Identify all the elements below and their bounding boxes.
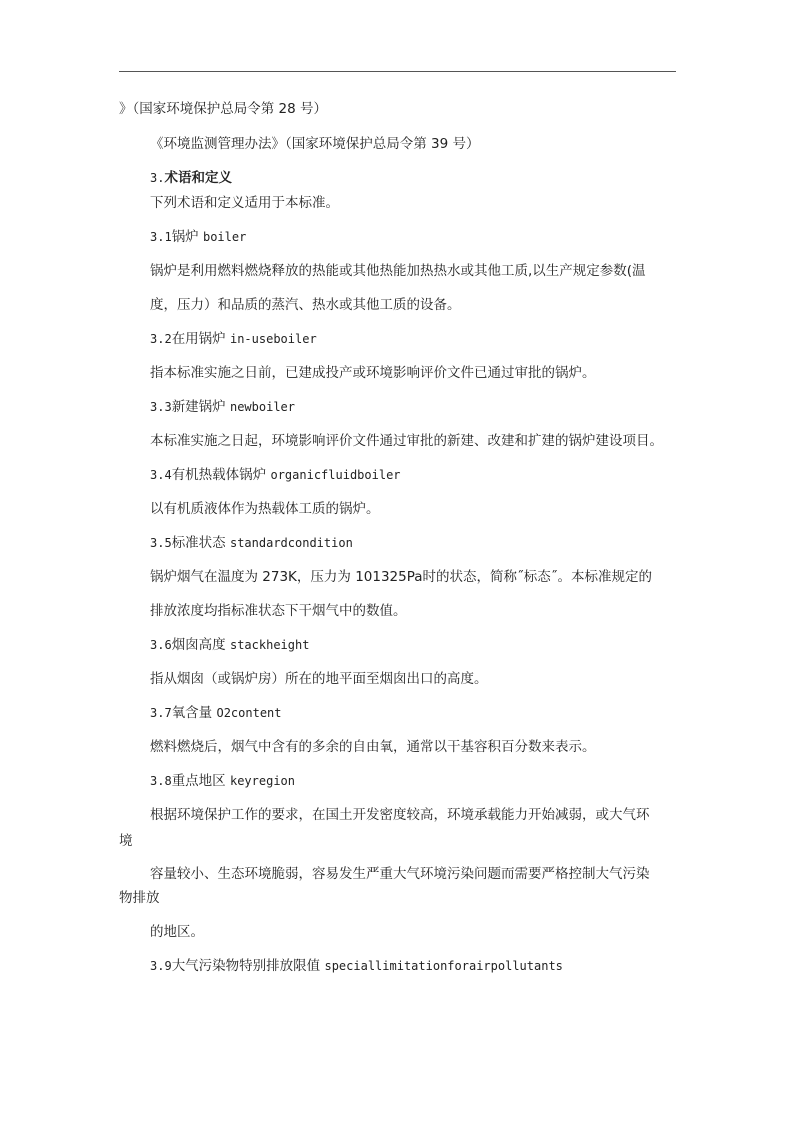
paragraph: 度，压力）和品质的蒸汽、热水或其他工质的设备。 (150, 297, 461, 313)
term-heading: 3.8重点地区 keyregion (150, 773, 296, 789)
citation-line: 《环境监测管理办法》（国家环境保护总局令第 39 号） (150, 136, 480, 152)
term-heading: 3.9大气污染物特别排放限值 speciallimitationforairpollutants (150, 958, 563, 974)
section-heading: 3.术语和定义 (150, 170, 232, 186)
term-heading: 3.7氧含量 O2content (150, 705, 282, 721)
term-heading: 3.3新建锅炉 newboiler (150, 399, 296, 415)
paragraph: 的地区。 (150, 924, 204, 940)
term-heading: 3.6烟囱高度 stackheight (150, 637, 310, 653)
paragraph: 以有机质液体作为热载体工质的锅炉。 (150, 501, 380, 517)
header-rule (119, 71, 676, 72)
paragraph: 下列术语和定义适用于本标准。 (150, 195, 339, 211)
paragraph: 燃料燃烧后，烟气中含有的多余的自由氧，通常以干基容积百分数来表示。 (150, 739, 596, 755)
paragraph: 根据环境保护工作的要求，在国土开发密度较高，环境承载能力开始减弱，或大气环 (150, 807, 650, 823)
paragraph: 指从烟囱（或锅炉房）所在的地平面至烟囱出口的高度。 (150, 671, 488, 687)
paragraph: 境 (119, 833, 133, 849)
paragraph: 锅炉是利用燃料燃烧释放的热能或其他热能加热热水或其他工质,以生产规定参数(温 (150, 263, 646, 279)
paragraph: 指本标准实施之日前，已建成投产或环境影响评价文件已通过审批的锅炉。 (150, 365, 596, 381)
term-heading: 3.5标准状态 standardcondition (150, 535, 353, 551)
term-heading: 3.2在用锅炉 in-useboiler (150, 331, 317, 347)
paragraph: 锅炉烟气在温度为 273K，压力为 101325Pa时的状态，简称˝标态˝。本标准规定的 (150, 569, 653, 585)
paragraph: 本标准实施之日起，环境影响评价文件通过审批的新建、改建和扩建的锅炉建设项目。 (150, 433, 663, 449)
citation-line: 》（国家环境保护总局令第 28 号） (119, 101, 328, 117)
paragraph: 容量较小、生态环境脆弱，容易发生严重大气环境污染问题而需要严格控制大气污染 (150, 866, 650, 882)
paragraph: 排放浓度均指标准状态下干烟气中的数值。 (150, 603, 407, 619)
term-heading: 3.1锅炉 boiler (150, 229, 247, 245)
paragraph: 物排放 (119, 890, 160, 906)
term-heading: 3.4有机热载体锅炉 organicfluidboiler (150, 467, 401, 483)
